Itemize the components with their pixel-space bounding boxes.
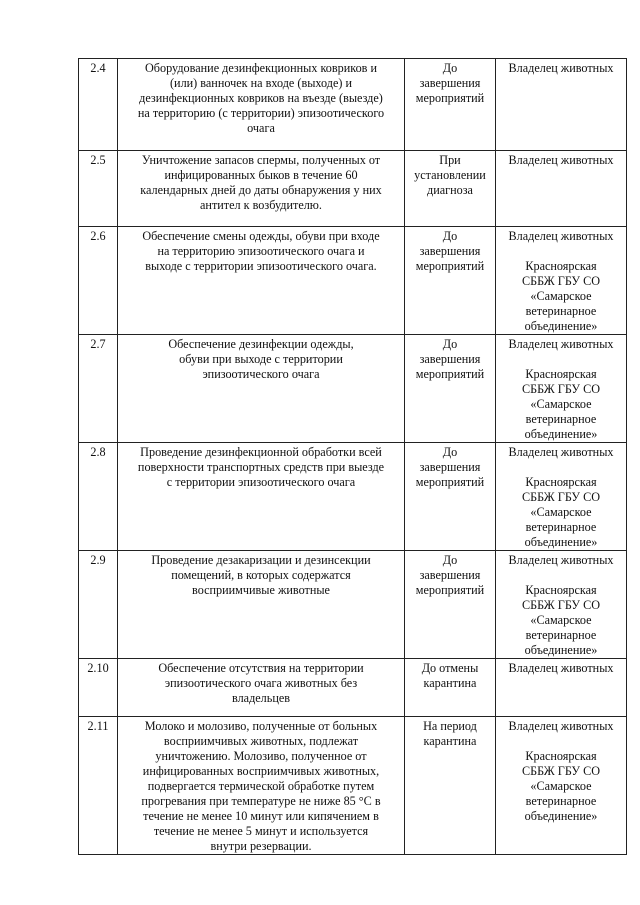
measure-description: Уничтожение запасов спермы, полученных от инфицированных быков в течение 60 календарных дней до даты обнаружения у них антител к возбудителю. bbox=[118, 151, 405, 227]
row-number: 2.7 bbox=[79, 335, 118, 443]
measure-description: Проведение дезакаризации и дезинсекции помещений, в которых содержатся восприимчивые животные bbox=[118, 551, 405, 659]
measure-description: Обеспечение смены одежды, обуви при входе на территорию эпизоотического очага и выходе с территории эпизоотического очага. bbox=[118, 227, 405, 335]
responsible-organization: Красноярская СББЖ ГБУ СО «Самарское ветеринарное объединение» bbox=[521, 583, 600, 657]
measure-term: До завершения мероприятий bbox=[405, 59, 496, 151]
responsible-owner: Владелец животных bbox=[508, 661, 614, 675]
measure-term: До завершения мероприятий bbox=[405, 551, 496, 659]
responsible-owner: Владелец животных bbox=[508, 719, 614, 733]
responsible-cell bbox=[496, 335, 627, 443]
measure-description: Обеспечение дезинфекции одежды, обуви при выходе с территории эпизоотического очага bbox=[118, 335, 405, 443]
responsible-cell bbox=[496, 59, 627, 151]
responsible-cell bbox=[496, 717, 627, 855]
table-row bbox=[79, 227, 627, 335]
responsible-owner: Владелец животных bbox=[508, 445, 614, 459]
measure-term: До завершения мероприятий bbox=[405, 335, 496, 443]
measure-term: До завершения мероприятий bbox=[405, 227, 496, 335]
responsible-cell bbox=[496, 659, 627, 717]
responsible-owner: Владелец животных bbox=[508, 153, 614, 167]
responsible-organization: Красноярская СББЖ ГБУ СО «Самарское ветеринарное объединение» bbox=[521, 475, 600, 549]
responsible-cell bbox=[496, 151, 627, 227]
row-number: 2.8 bbox=[79, 443, 118, 551]
row-number: 2.10 bbox=[79, 659, 118, 717]
measure-description: Проведение дезинфекционной обработки всей поверхности транспортных средств при выезде с территории эпизоотического очага bbox=[118, 443, 405, 551]
responsible-cell bbox=[496, 443, 627, 551]
measure-description: Оборудование дезинфекционных ковриков и (или) ванночек на входе (выходе) и дезинфекционных ковриков на въезде (выезде) на территорию (с территории) эпизоотического очага bbox=[118, 59, 405, 151]
table-row bbox=[79, 443, 627, 551]
responsible-organization: Красноярская СББЖ ГБУ СО «Самарское ветеринарное объединение» bbox=[521, 749, 600, 823]
table-row bbox=[79, 151, 627, 227]
row-number: 2.11 bbox=[79, 717, 118, 855]
row-number: 2.4 bbox=[79, 59, 118, 151]
responsible-owner: Владелец животных bbox=[508, 61, 614, 75]
row-number: 2.6 bbox=[79, 227, 118, 335]
measure-term: При установлении диагноза bbox=[405, 151, 496, 227]
table-row bbox=[79, 551, 627, 659]
table-row bbox=[79, 717, 627, 855]
responsible-cell bbox=[496, 227, 627, 335]
responsible-cell bbox=[496, 551, 627, 659]
table-row bbox=[79, 59, 627, 151]
measure-description: Молоко и молозиво, полученные от больных восприимчивых животных, подлежат уничтожению. Молозиво, полученное от инфицированных восприимчивых животных, подвергается термической обработке путем прогревания при температуре не ниже 85 °С в течение не менее 10 минут или кипячением в течение не менее 5 минут и используется внутри резервации. bbox=[118, 717, 405, 855]
measures-table bbox=[78, 58, 627, 855]
responsible-owner: Владелец животных bbox=[508, 553, 614, 567]
table-row bbox=[79, 335, 627, 443]
measure-term: До завершения мероприятий bbox=[405, 443, 496, 551]
row-number: 2.5 bbox=[79, 151, 118, 227]
responsible-owner: Владелец животных bbox=[508, 337, 614, 351]
table-row bbox=[79, 659, 627, 717]
measure-description: Обеспечение отсутствия на территории эпизоотического очага животных без владельцев bbox=[118, 659, 405, 717]
responsible-organization: Красноярская СББЖ ГБУ СО «Самарское ветеринарное объединение» bbox=[521, 367, 600, 441]
responsible-organization: Красноярская СББЖ ГБУ СО «Самарское ветеринарное объединение» bbox=[521, 259, 600, 333]
responsible-owner: Владелец животных bbox=[508, 229, 614, 243]
row-number: 2.9 bbox=[79, 551, 118, 659]
measure-term: На период карантина bbox=[405, 717, 496, 855]
measure-term: До отмены карантина bbox=[405, 659, 496, 717]
